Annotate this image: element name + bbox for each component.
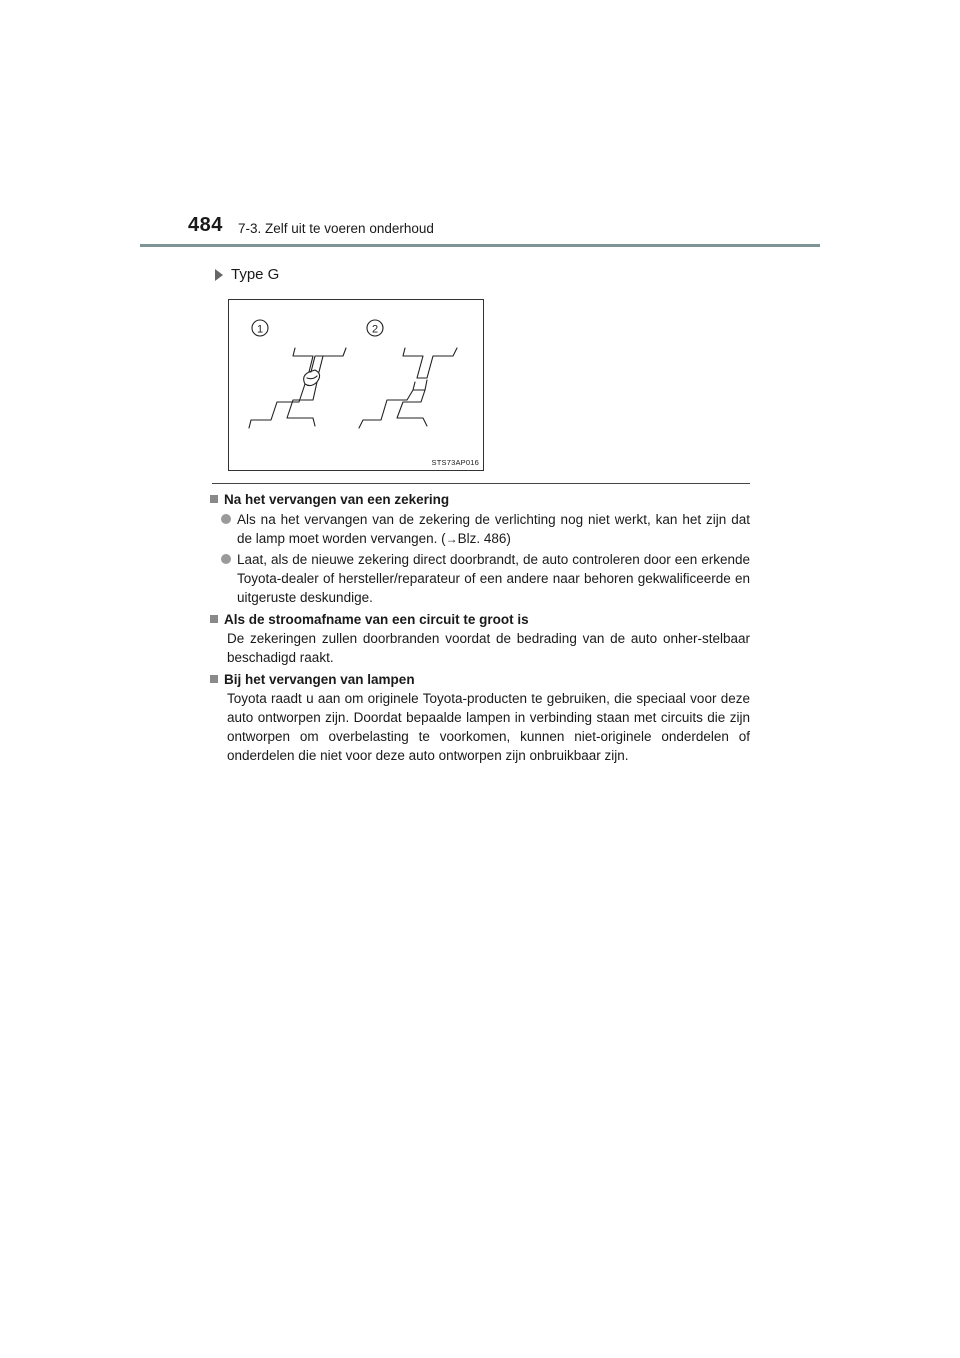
section-fuse-replaced [210, 490, 750, 607]
section-paragraph: Toyota raadt u aan om originele Toyota-producten te gebruiken, die speciaal voor deze auto ontworpen zijn. Doordat bepaalde lampen in verbinding staan met circuits die zijn ontworpen om overbelasting te voorkomen, kunnen niet-originele onderdelen of onderdelen die niet voor deze auto ontworpen zijn onbruikbaar zijn. [227, 691, 750, 763]
callout-label-1: 1 [256, 323, 264, 336]
fuse-illustration [228, 299, 484, 471]
page-header [188, 214, 820, 246]
figure-rule [212, 483, 750, 484]
list-item [210, 550, 750, 607]
subsection-heading [215, 266, 279, 283]
figure-code: STS73AP016 [431, 458, 479, 467]
page-number: 484 [188, 214, 223, 236]
square-bullet-icon [210, 675, 218, 683]
fuse-2-icon [359, 348, 457, 428]
section-heading [210, 670, 750, 689]
section-paragraph: De zekeringen zullen doorbranden voordat de bedrading van de auto onher-stelbaar beschadigd raakt. [227, 631, 750, 665]
list-item-text: Laat, als de nieuwe zekering direct doorbrandt, de auto controleren door een erkende Toyota-dealer of hersteller/reparateur of een andere naar behoren gekwalificeerde en uitgeruste deskundige. [237, 552, 750, 605]
square-bullet-icon [210, 615, 218, 623]
section-heading-text: Als de stroomafname van een circuit te groot is [224, 612, 529, 627]
square-bullet-icon [210, 495, 218, 503]
list-item-text-part: Als na het vervangen van de zekering de verlichting nog niet werkt, kan het zijn dat de lamp moet worden vervangen. ( [237, 512, 750, 546]
section-replacing-lamps [210, 670, 750, 765]
fuse-diagram [229, 300, 485, 472]
page-reference-link[interactable]: Blz. 486) [457, 531, 511, 546]
section-heading-text: Na het vervangen van een zekering [224, 492, 450, 507]
round-bullet-icon [221, 514, 231, 524]
section-title: 7-3. Zelf uit te voeren onderhoud [238, 221, 434, 236]
arrow-icon: → [445, 532, 458, 546]
section-heading-text: Bij het vervangen van lampen [224, 672, 415, 687]
round-bullet-icon [221, 554, 231, 564]
main-content [210, 490, 750, 768]
list-item-text [237, 510, 750, 549]
fuse-1-icon [249, 348, 346, 428]
header-rule [140, 244, 820, 247]
triangle-bullet-icon [215, 269, 223, 281]
list-item [210, 510, 750, 549]
section-circuit-overload [210, 610, 750, 667]
section-heading [210, 490, 750, 509]
callout-label-2: 2 [371, 323, 379, 336]
subsection-label: Type G [231, 266, 280, 283]
section-heading [210, 610, 750, 629]
